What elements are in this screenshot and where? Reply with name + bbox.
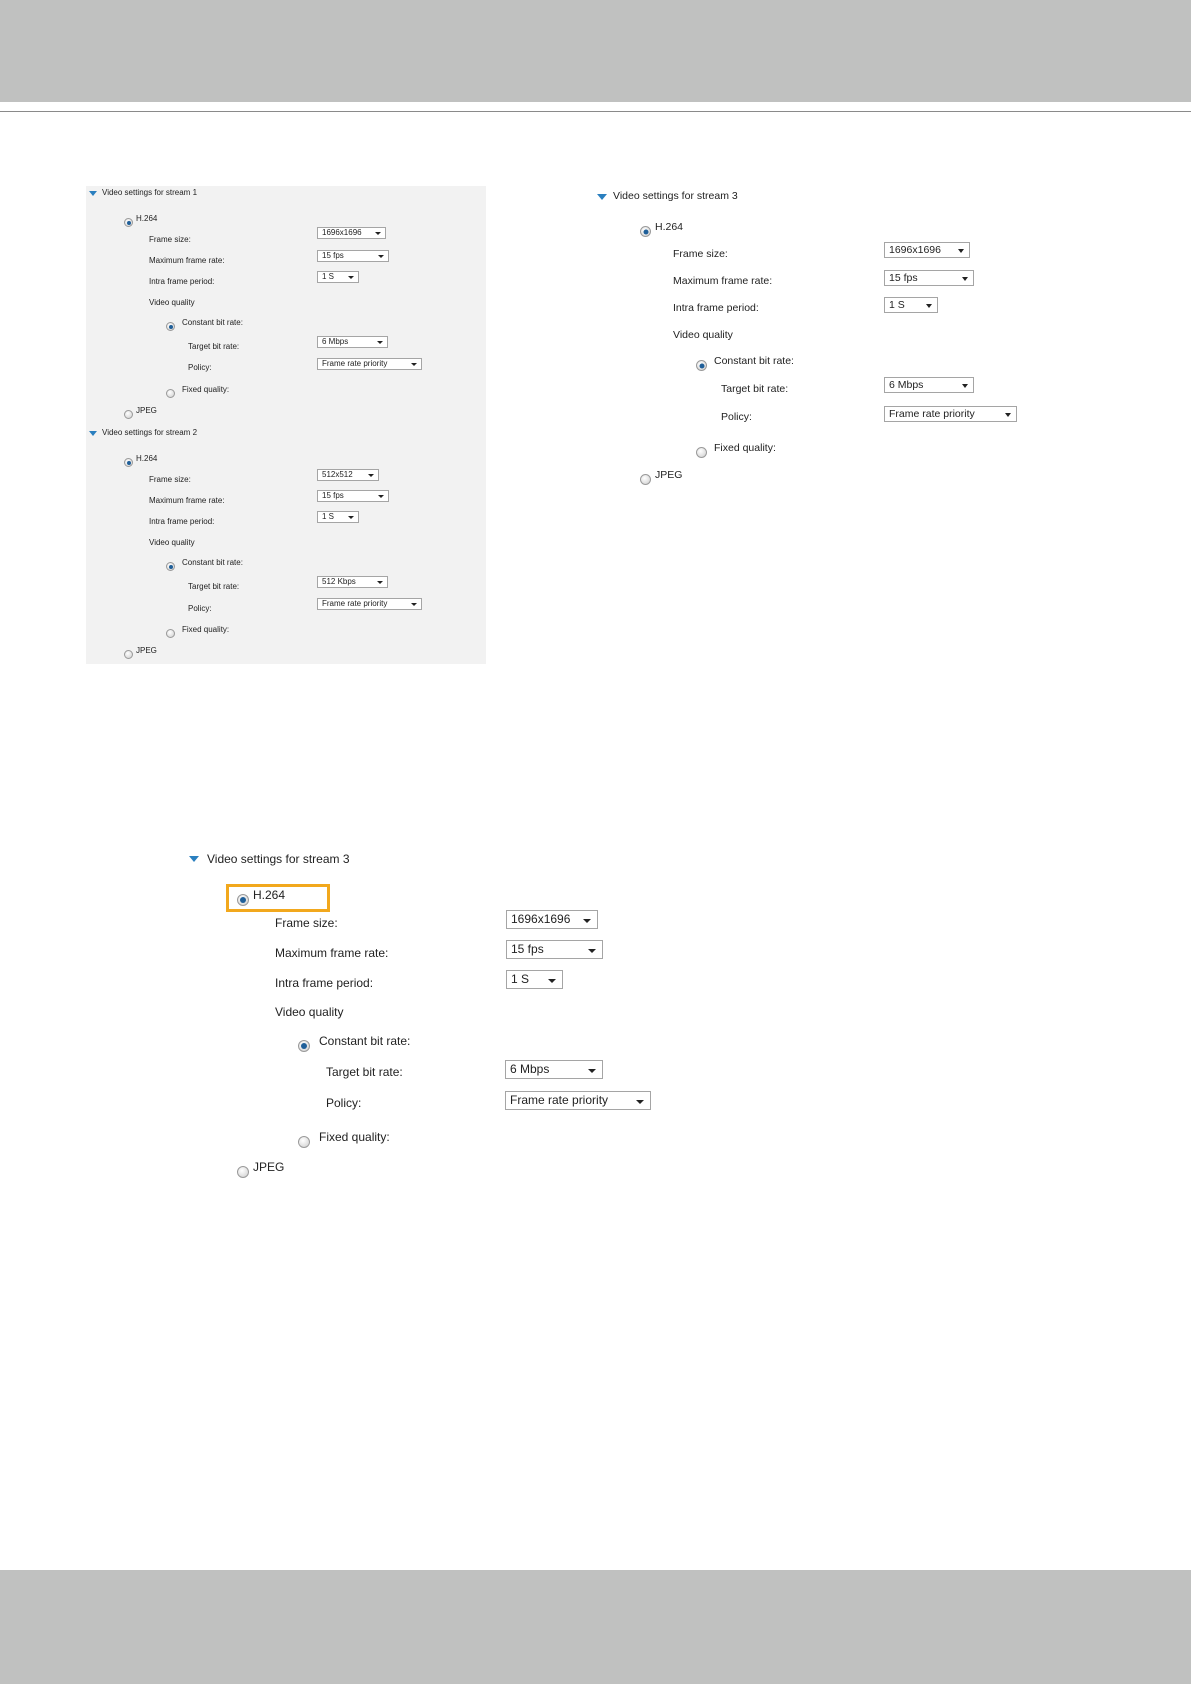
streams-1-2-screenshot [86,186,486,664]
stream2-fixed-quality-label: Fixed quality: [182,625,230,634]
stream1-cbr-radio[interactable] [166,322,175,331]
stream3-small-policy-label: Policy: [721,411,752,423]
chevron-down-icon [926,304,932,308]
stream1-frame-size-value: 1696x1696 [322,228,362,237]
stream3-small-cbr-label: Constant bit rate: [714,355,794,367]
stream1-h264-label: H.264 [136,214,158,223]
stream3-small-policy-value: Frame rate priority [889,408,975,420]
stream3-large-intra-frame-period-select[interactable] [506,970,563,989]
expand-triangle-icon[interactable] [597,194,607,200]
chevron-down-icon [636,1100,644,1104]
header-divider [0,111,1191,112]
stream3-small-intra-frame-period-label: Intra frame period: [673,302,759,314]
stream3-small-jpeg-label: JPEG [655,469,683,481]
stream3-large-h264-radio[interactable] [237,894,249,906]
stream1-target-bit-rate-label: Target bit rate: [188,342,240,351]
stream3-small-jpeg-radio[interactable] [640,474,651,485]
stream3-large-target-bit-rate-value: 6 Mbps [510,1062,550,1076]
stream1-video-quality-label: Video quality [149,298,195,307]
stream3-small-max-frame-rate-select[interactable] [884,270,974,286]
stream2-max-frame-rate-label: Maximum frame rate: [149,496,225,505]
stream3-small-screenshot [592,186,1032,488]
stream3-small-fixed-quality-label: Fixed quality: [714,442,776,454]
chevron-down-icon [377,341,383,344]
stream3-large-max-frame-rate-label: Maximum frame rate: [275,946,389,960]
stream2-jpeg-label: JPEG [136,646,157,655]
stream3-large-screenshot [186,848,686,1184]
expand-triangle-icon[interactable] [89,431,97,436]
expand-triangle-icon[interactable] [189,856,199,862]
stream3-large-cbr-label: Constant bit rate: [319,1034,411,1048]
stream3-small-h264-label: H.264 [655,221,684,233]
stream2-policy-select[interactable] [317,598,422,610]
stream1-policy-label: Policy: [188,363,212,372]
stream2-intra-frame-period-select[interactable] [317,511,359,523]
stream3-small-frame-size-select[interactable] [884,242,970,258]
stream3-large-fixed-quality-radio[interactable] [298,1136,310,1148]
stream3-large-policy-value: Frame rate priority [510,1093,609,1107]
stream2-jpeg-radio[interactable] [124,650,133,659]
chevron-down-icon [378,495,384,498]
stream3-large-section-title[interactable]: Video settings for stream 3 [207,852,350,866]
stream1-max-frame-rate-value: 15 fps [322,251,344,260]
stream3-small-frame-size-label: Frame size: [673,248,728,260]
stream1-cbr-label: Constant bit rate: [182,318,243,327]
chevron-down-icon [583,919,591,923]
chevron-down-icon [411,363,417,366]
header-band [0,0,1191,102]
stream2-max-frame-rate-select[interactable] [317,490,389,502]
stream2-policy-label: Policy: [188,604,212,613]
stream2-frame-size-select[interactable] [317,469,379,481]
stream3-large-policy-label: Policy: [326,1096,362,1110]
chevron-down-icon [588,1069,596,1073]
stream3-large-fixed-quality-label: Fixed quality: [319,1130,390,1144]
stream1-frame-size-label: Frame size: [149,235,191,244]
stream1-policy-value: Frame rate priority [322,359,388,368]
stream2-target-bit-rate-label: Target bit rate: [188,582,240,591]
stream1-section-title[interactable]: Video settings for stream 1 [102,188,198,197]
stream1-max-frame-rate-select[interactable] [317,250,389,262]
stream3-large-jpeg-radio[interactable] [237,1166,249,1178]
stream2-fixed-quality-radio[interactable] [166,629,175,638]
stream3-large-policy-select[interactable] [505,1091,651,1110]
stream3-small-fixed-quality-radio[interactable] [696,447,707,458]
stream3-large-intra-frame-period-value: 1 S [511,972,530,986]
stream2-target-bit-rate-value: 512 Kbps [322,577,356,586]
stream3-small-video-quality-label: Video quality [673,329,733,341]
stream3-large-jpeg-label: JPEG [253,1160,285,1174]
chevron-down-icon [962,277,968,281]
stream2-section-title[interactable]: Video settings for stream 2 [102,428,198,437]
chevron-down-icon [368,474,374,477]
stream3-small-intra-frame-period-value: 1 S [889,299,905,311]
stream3-small-target-bit-rate-value: 6 Mbps [889,379,924,391]
chevron-down-icon [348,276,354,279]
stream2-cbr-radio[interactable] [166,562,175,571]
stream3-small-target-bit-rate-select[interactable] [884,377,974,393]
chevron-down-icon [378,255,384,258]
stream2-policy-value: Frame rate priority [322,599,388,608]
stream3-small-cbr-radio[interactable] [696,360,707,371]
stream3-large-video-quality-label: Video quality [275,1005,344,1019]
stream3-large-max-frame-rate-value: 15 fps [511,942,544,956]
chevron-down-icon [375,232,381,235]
stream1-fixed-quality-label: Fixed quality: [182,385,230,394]
stream3-large-max-frame-rate-select[interactable] [506,940,603,959]
chevron-down-icon [348,516,354,519]
stream3-large-target-bit-rate-select[interactable] [505,1060,603,1079]
stream1-policy-select[interactable] [317,358,422,370]
stream2-intra-frame-period-value: 1 S [322,512,335,521]
stream1-frame-size-select[interactable] [317,227,386,239]
stream3-small-intra-frame-period-select[interactable] [884,297,938,313]
stream1-target-bit-rate-select[interactable] [317,336,388,348]
chevron-down-icon [958,249,964,253]
stream2-h264-radio[interactable] [124,458,133,467]
stream1-intra-frame-period-label: Intra frame period: [149,277,215,286]
stream2-frame-size-label: Frame size: [149,475,191,484]
stream3-small-frame-size-value: 1696x1696 [889,244,941,256]
stream3-small-section-title[interactable]: Video settings for stream 3 [613,190,738,202]
stream1-fixed-quality-radio[interactable] [166,389,175,398]
stream2-video-quality-label: Video quality [149,538,195,547]
stream3-small-max-frame-rate-value: 15 fps [889,272,918,284]
stream3-large-frame-size-select[interactable] [506,910,598,929]
stream2-h264-label: H.264 [136,454,158,463]
stream3-large-target-bit-rate-label: Target bit rate: [326,1065,403,1079]
stream2-max-frame-rate-value: 15 fps [322,491,344,500]
chevron-down-icon [548,979,556,983]
stream2-frame-size-value: 512x512 [322,470,353,479]
stream1-target-bit-rate-value: 6 Mbps [322,337,349,346]
chevron-down-icon [588,949,596,953]
stream3-small-max-frame-rate-label: Maximum frame rate: [673,275,773,287]
stream3-small-target-bit-rate-label: Target bit rate: [721,383,789,395]
stream3-small-policy-select[interactable] [884,406,1017,422]
stream3-small-h264-radio[interactable] [640,226,651,237]
stream1-jpeg-label: JPEG [136,406,157,415]
stream2-target-bit-rate-select[interactable] [317,576,388,588]
stream3-large-frame-size-label: Frame size: [275,916,338,930]
stream1-intra-frame-period-select[interactable] [317,271,359,283]
stream1-jpeg-radio[interactable] [124,410,133,419]
stream1-intra-frame-period-value: 1 S [322,272,335,281]
chevron-down-icon [962,384,968,388]
stream2-cbr-label: Constant bit rate: [182,558,243,567]
stream3-large-intra-frame-period-label: Intra frame period: [275,976,374,990]
stream1-max-frame-rate-label: Maximum frame rate: [149,256,225,265]
stream3-large-h264-label: H.264 [253,888,286,902]
stream1-h264-radio[interactable] [124,218,133,227]
chevron-down-icon [377,581,383,584]
chevron-down-icon [1005,413,1011,417]
stream2-intra-frame-period-label: Intra frame period: [149,517,215,526]
chevron-down-icon [411,603,417,606]
footer-band [0,1570,1191,1684]
stream3-large-cbr-radio[interactable] [298,1040,310,1052]
stream3-large-frame-size-value: 1696x1696 [511,912,571,926]
expand-triangle-icon[interactable] [89,191,97,196]
